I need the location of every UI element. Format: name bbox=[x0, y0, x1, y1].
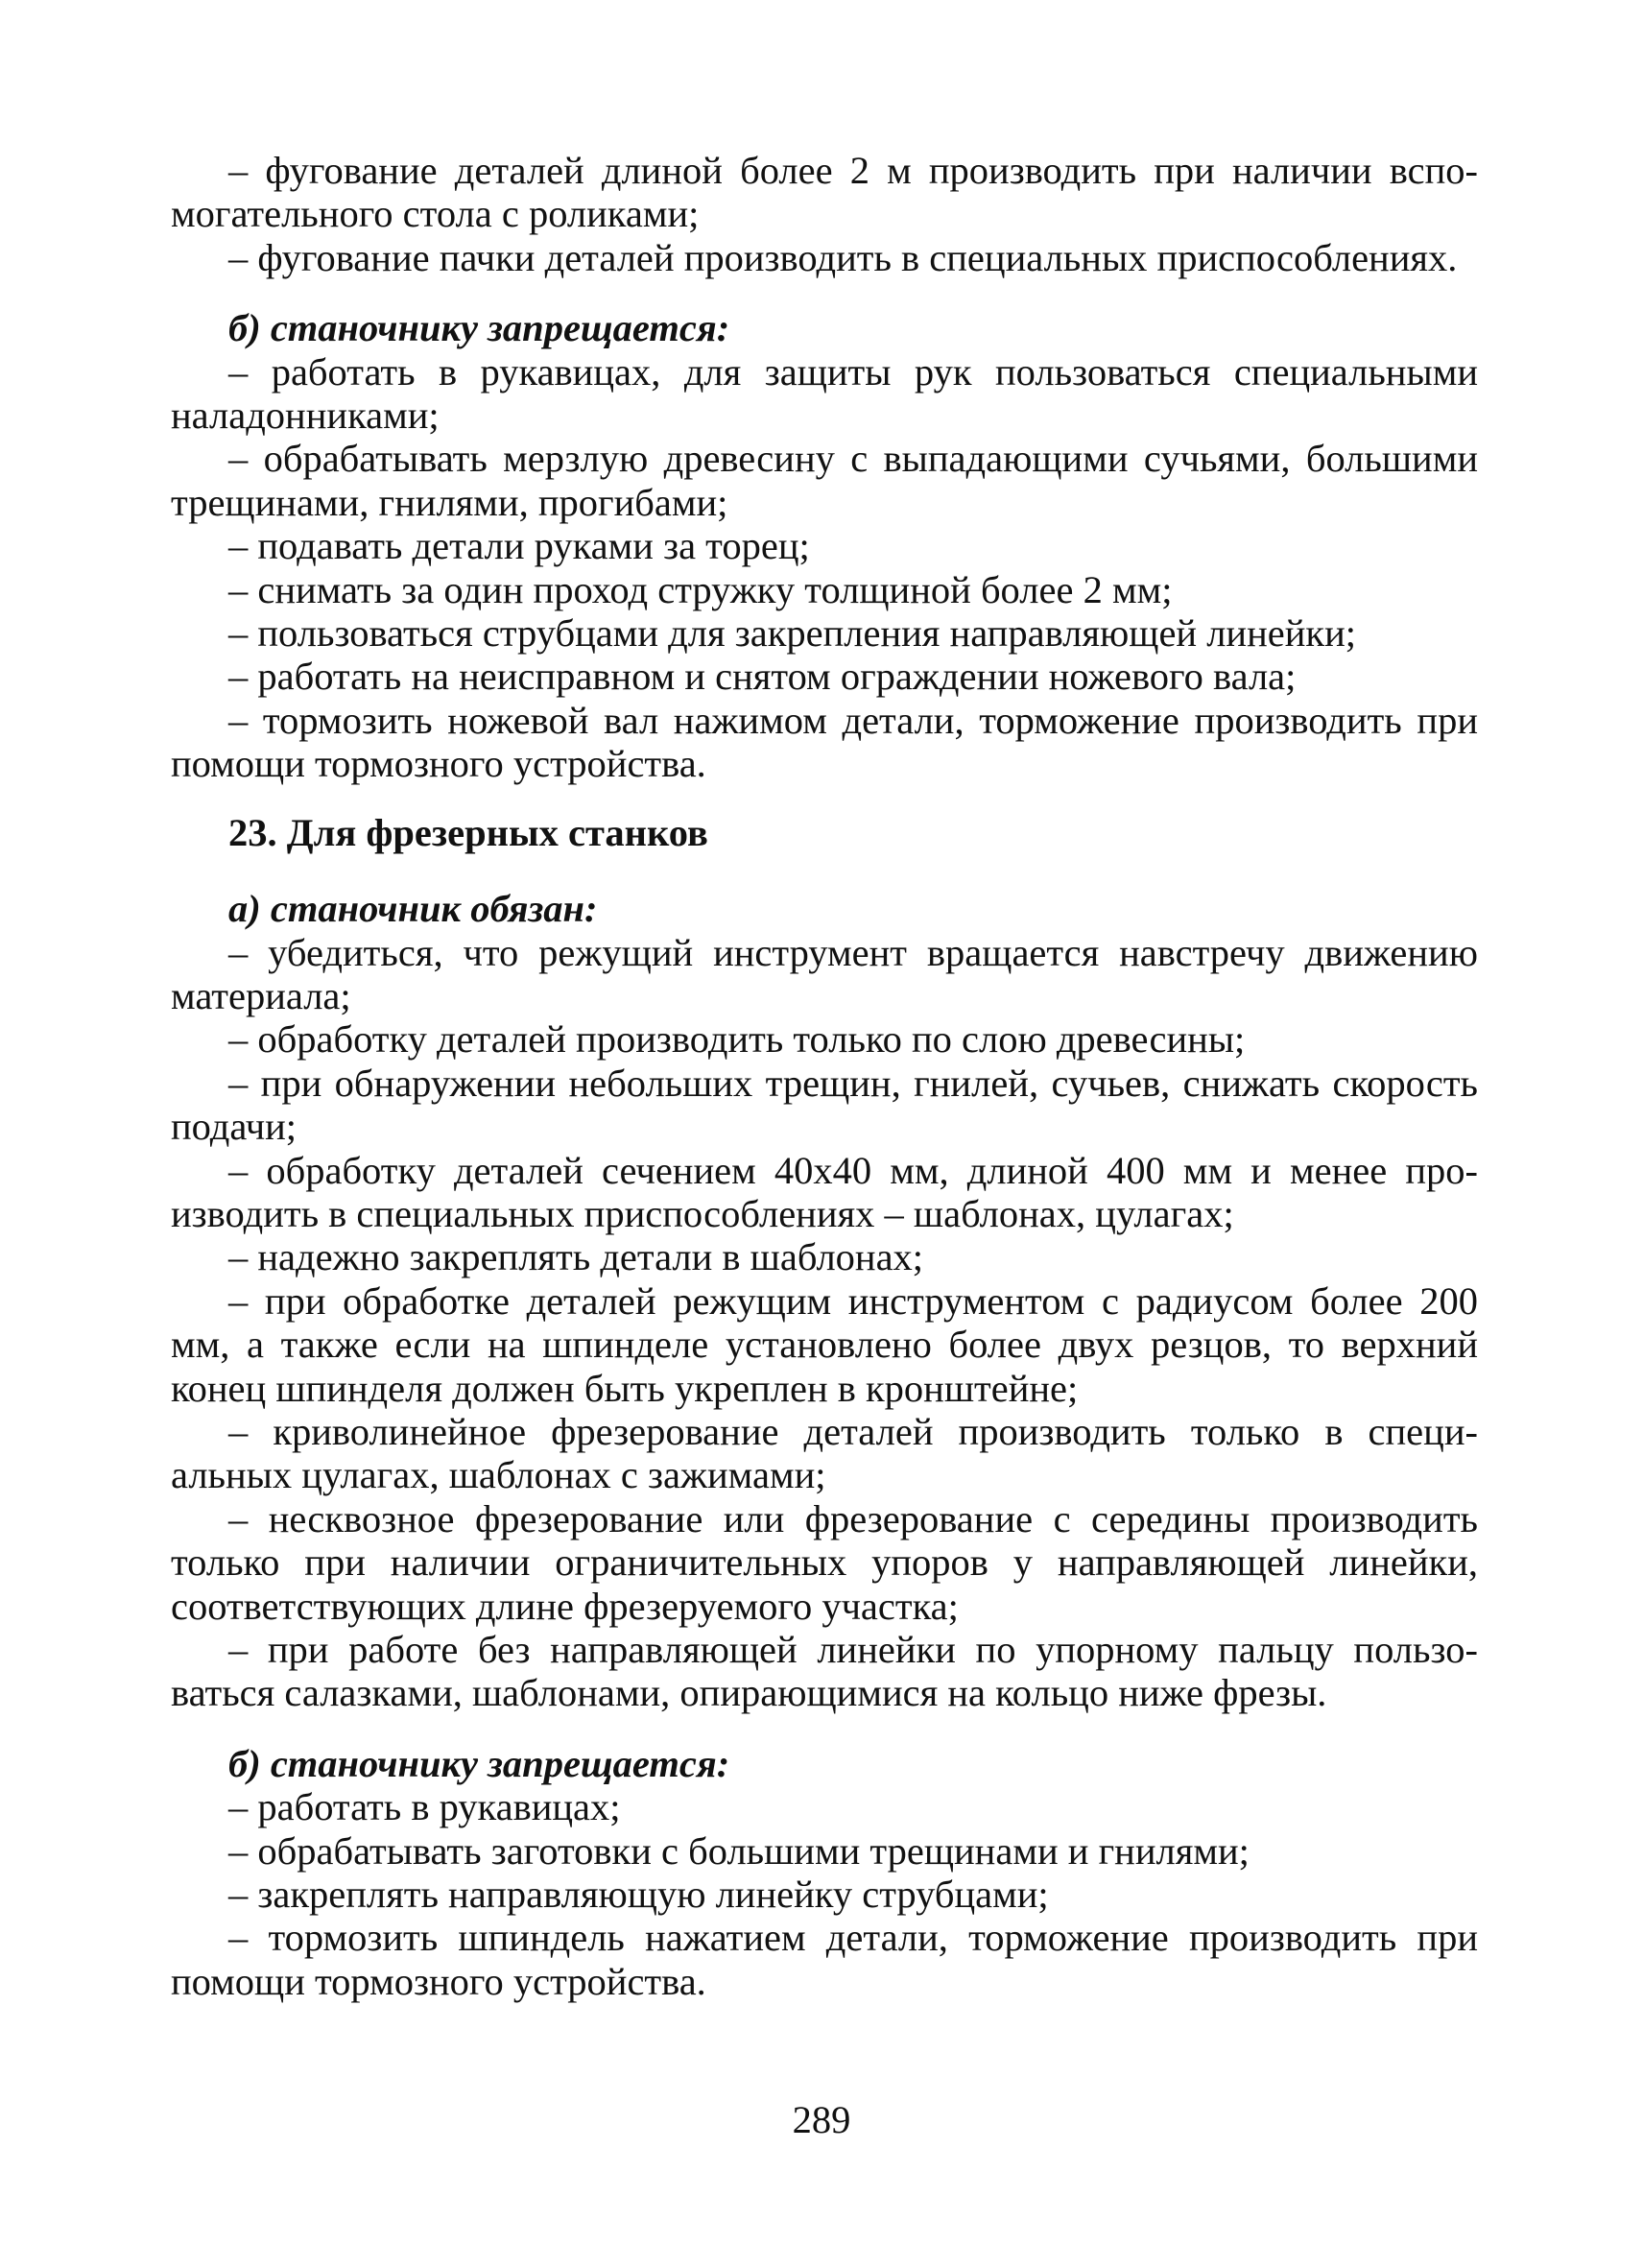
list-item: – тормозить шпиндель нажатием детали, торможение производить при помощи тормозного устройства. bbox=[171, 1916, 1478, 2003]
list-item: – криволинейное фрезерование деталей производить только в специальных цулагах, шаблонах с зажимами; bbox=[171, 1409, 1478, 1497]
list-item: – несквозное фрезерование или фрезерование с середины производить только при наличии ограничительных упоров у направляющей линейки, соответствующих длине фрезеруемого участка; bbox=[171, 1496, 1478, 1628]
list-item: – при работе без направляющей линейки по упорному пальцу пользоваться салазками, шаблонами, опирающимися на кольцо ниже фрезы. bbox=[171, 1628, 1478, 1715]
list-item: – обрабатывать заготовки с большими трещинами и гнилями; bbox=[228, 1828, 1250, 1873]
list-item: – закреплять направляющую линейку струбцами; bbox=[228, 1873, 1049, 1917]
list-item: – пользоваться струбцами для закрепления направляющей линейки; bbox=[228, 611, 1357, 656]
list-item: – обработку деталей сечением 40x40 мм, длиной 400 мм и менее производить в специальных приспособлениях – шаблонах, цулагах; bbox=[171, 1148, 1478, 1235]
list-item: – убедиться, что режущий инструмент вращается навстречу движению материала; bbox=[171, 930, 1478, 1017]
list-item: – обрабатывать мерзлую древесину с выпадающими сучьями, большими трещинами, гнилями, прогибами; bbox=[171, 437, 1478, 524]
list-item: – снимать за один проход стружку толщиной более 2 мм; bbox=[228, 567, 1173, 611]
list-item: – подавать детали руками за торец; bbox=[228, 524, 810, 568]
list-item: – при обработке деталей режущим инструментом с радиусом более 200 мм, а также если на шпинделе установлено более двух резцов, то верхний конец шпинделя должен быть укреплен в кронштейне; bbox=[171, 1278, 1478, 1410]
list-item: – тормозить ножевой вал нажимом детали, торможение производить при помощи тормозного устройства. bbox=[171, 698, 1478, 786]
list-item: – работать в рукавицах; bbox=[228, 1785, 621, 1829]
list-item: – фугование деталей длиной более 2 м производить при наличии вспомогательного стола с роликами; bbox=[171, 149, 1478, 236]
subheading-prohibited: б) станочнику запрещается: bbox=[228, 306, 730, 350]
list-item: – работать в рукавицах, для защиты рук пользоваться специальными наладонниками; bbox=[171, 349, 1478, 438]
list-item: – надежно закреплять детали в шаблонах; bbox=[228, 1235, 924, 1279]
list-item: – фугование пачки деталей производить в специальных приспособлениях. bbox=[228, 235, 1458, 279]
section-title: 23. Для фрезерных станков bbox=[228, 810, 708, 854]
subheading-obliged: а) станочник обязан: bbox=[228, 887, 598, 931]
page-body bbox=[171, 149, 1478, 2003]
list-item: – работать на неисправном и снятом ограждении ножевого вала; bbox=[228, 655, 1297, 699]
page-number: 289 bbox=[792, 2098, 851, 2141]
list-item: – обработку деталей производить только по слою древесины; bbox=[228, 1017, 1246, 1062]
subheading-prohibited: б) станочнику запрещается: bbox=[228, 1741, 730, 1785]
list-item: – при обнаружении небольших трещин, гнилей, сучьев, снижать скорость подачи; bbox=[171, 1061, 1478, 1149]
